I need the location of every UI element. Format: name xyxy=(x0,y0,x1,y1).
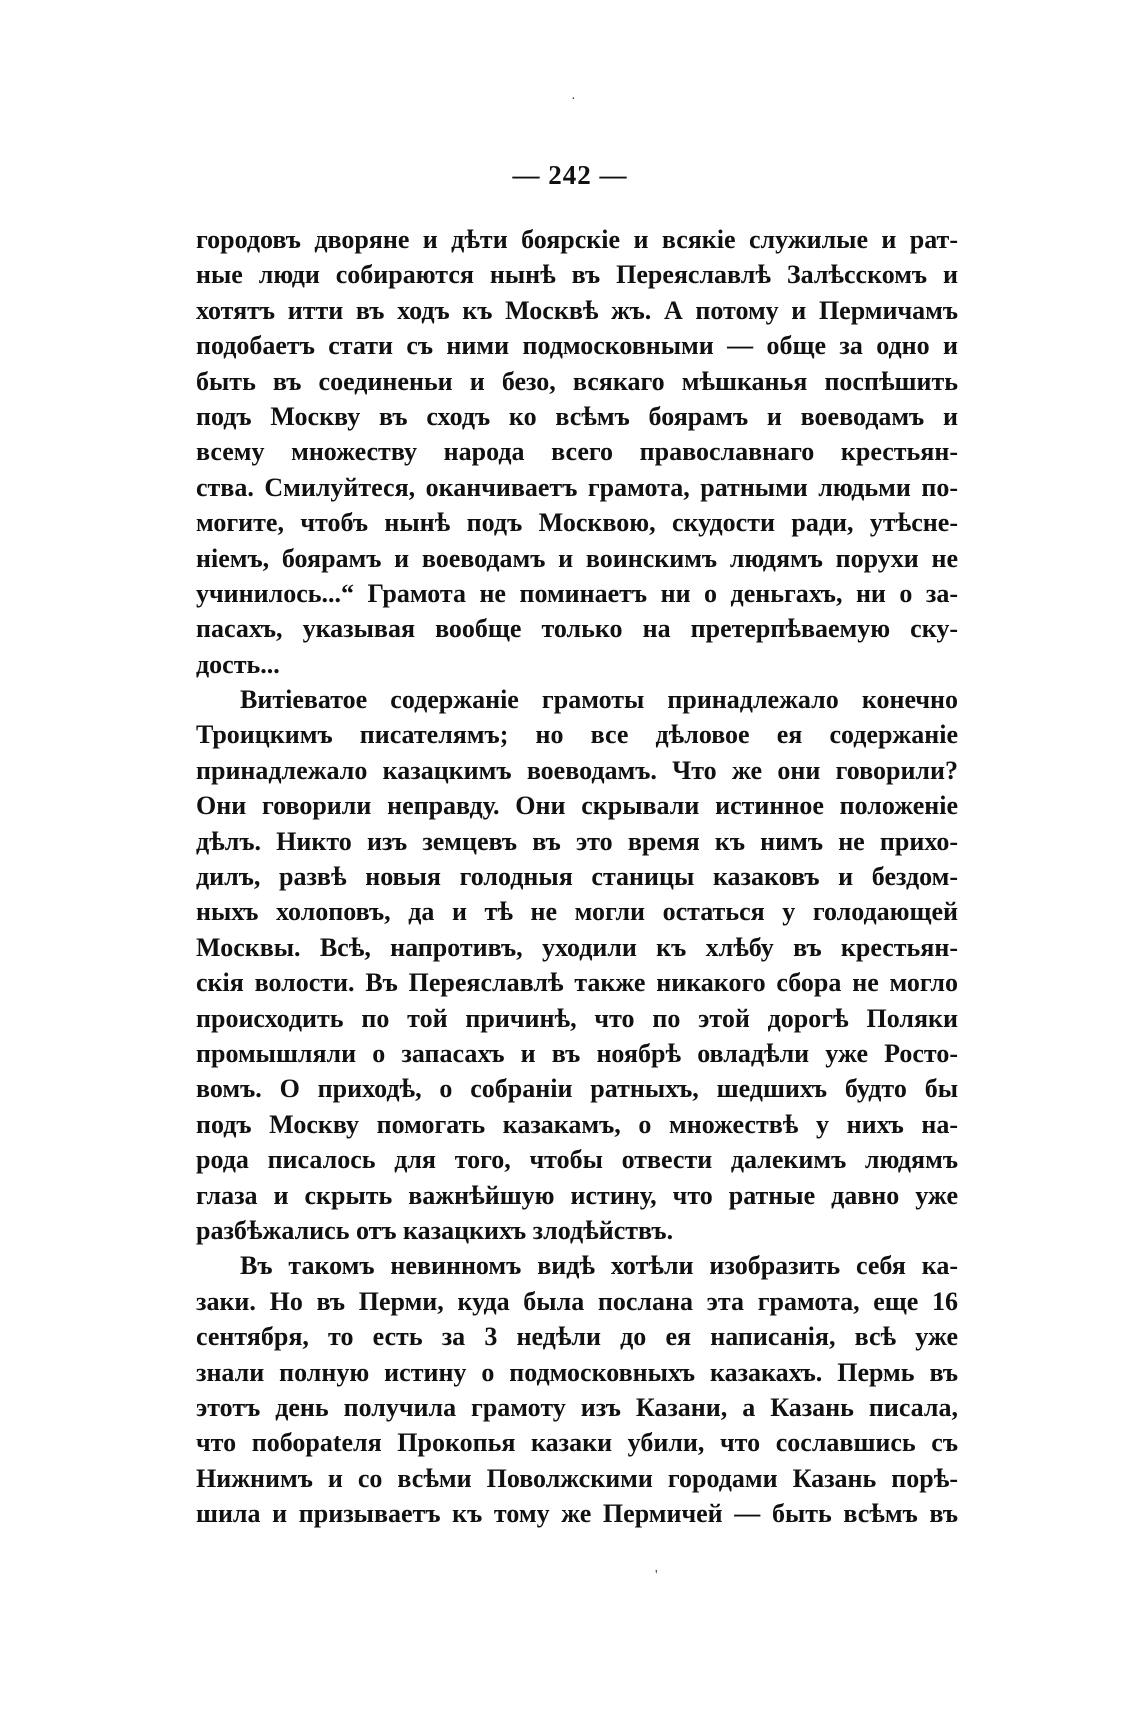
text-line: Въ такомъ невинномъ видѣ хотѣли изобразить себя ка- xyxy=(240,1251,958,1281)
text-line: сентября, то есть за 3 недѣли до ея написанія, всѣ уже xyxy=(196,1322,958,1352)
text-line: принадлежало казацкимъ воеводамъ. Что же они говорили? xyxy=(196,755,958,785)
text-line: подъ Москву въ сходъ ко всѣмъ боярамъ и воеводамъ и xyxy=(196,401,958,431)
text-line: дилъ, развѣ новыя голодныя станицы казаковъ и бездом- xyxy=(196,862,958,892)
text-line: ные люди собираются нынѣ въ Переяславлѣ Залѣсскомъ и xyxy=(196,260,958,290)
text-line: Витіеватое содержаніе грамоты принадлежало конечно xyxy=(240,685,958,715)
text-line: разбѣжались отъ казацкихъ злодѣйствъ. xyxy=(196,1215,674,1245)
text-line: всему множеству народа всего православнаго крестьян- xyxy=(196,437,958,467)
text-line: рода писалось для того, чтобы отвести далекимъ людямъ xyxy=(196,1145,958,1175)
text-line: этотъ день получила грамоту изъ Казани, а Казань писала, xyxy=(196,1392,958,1422)
text-line: ства. Смилуйтеся, оканчиваетъ грамота, ратными людьми по- xyxy=(196,472,958,502)
text-line: шила и призываетъ къ тому же Пермичей — быть всѣмъ въ xyxy=(196,1499,958,1529)
text-line: подъ Москву помогать казакамъ, о множествѣ у нихъ на- xyxy=(196,1109,958,1139)
text-line: городовъ дворяне и дѣти боярскіе и всякіе служилые и рат- xyxy=(196,225,958,254)
text-line: подобаетъ стати съ ними подмосковными — обще за одно и xyxy=(196,331,958,361)
text-line: хотятъ итти въ ходъ къ Москвѣ жъ. А потому и Пермичамъ xyxy=(196,295,958,325)
text-line: Нижнимъ и со всѣми Поволжскими городами Казань порѣ- xyxy=(196,1463,958,1493)
text-line: дость... xyxy=(196,649,280,679)
page-number: — 242 — xyxy=(512,160,628,190)
paragraph-1 xyxy=(196,222,958,682)
text-line: что побораteля Прокопья казаки убили, что сославшись съ xyxy=(196,1428,958,1458)
text-line: ныхъ холоповъ, да и тѣ не могли остаться у голодающей xyxy=(196,897,958,927)
text-line: пасахъ, указывая вообще только на претерпѣваемую ску- xyxy=(196,614,958,644)
text-line: промышляли о запасахъ и въ ноябрѣ овладѣли уже Росто- xyxy=(196,1038,958,1068)
text-line: заки. Но въ Перми, куда была послана эта грамота, еще 16 xyxy=(196,1286,958,1316)
text-line: ніемъ, боярамъ и воеводамъ и воинскимъ людямъ порухи не xyxy=(196,543,958,573)
text-line: скія волости. Въ Переяславлѣ также никакого сбора не могло xyxy=(196,968,958,998)
body-text xyxy=(196,222,958,1531)
text-line: дѣлъ. Никто изъ земцевъ въ это время къ нимъ не прихо- xyxy=(196,826,958,856)
text-line: могите, чтобъ нынѣ подъ Москвою, скудости ради, утѣсне- xyxy=(196,508,958,538)
text-line: Москвы. Всѣ, напротивъ, уходили къ хлѣбу въ крестьян- xyxy=(196,932,958,962)
text-line: Они говорили неправду. Они скрывали истинное положеніе xyxy=(196,791,958,821)
text-line: учинилось...“ Грамота не поминаетъ ни о деньгахъ, ни о за- xyxy=(196,578,958,608)
scan-speck: ' xyxy=(655,1568,658,1583)
text-line: быть въ соединеньи и безо, всякаго мѣшканья поспѣшить xyxy=(196,366,958,396)
scan-speck: · xyxy=(571,92,576,107)
paragraph-3 xyxy=(196,1248,958,1531)
text-line: знали полную истину о подмосковныхъ казакахъ. Пермь въ xyxy=(196,1357,958,1387)
text-line: вомъ. О приходѣ, о собраніи ратныхъ, шедшихъ будто бы xyxy=(196,1074,958,1104)
text-line: глаза и скрыть важнѣйшую истину, что ратные давно уже xyxy=(196,1180,958,1210)
paragraph-2 xyxy=(196,682,958,1248)
text-line: происходить по той причинѣ, что по этой дорогѣ Поляки xyxy=(196,1003,958,1033)
text-line: Троицкимъ писателямъ; но все дѣловое ея содержаніе xyxy=(196,720,958,750)
